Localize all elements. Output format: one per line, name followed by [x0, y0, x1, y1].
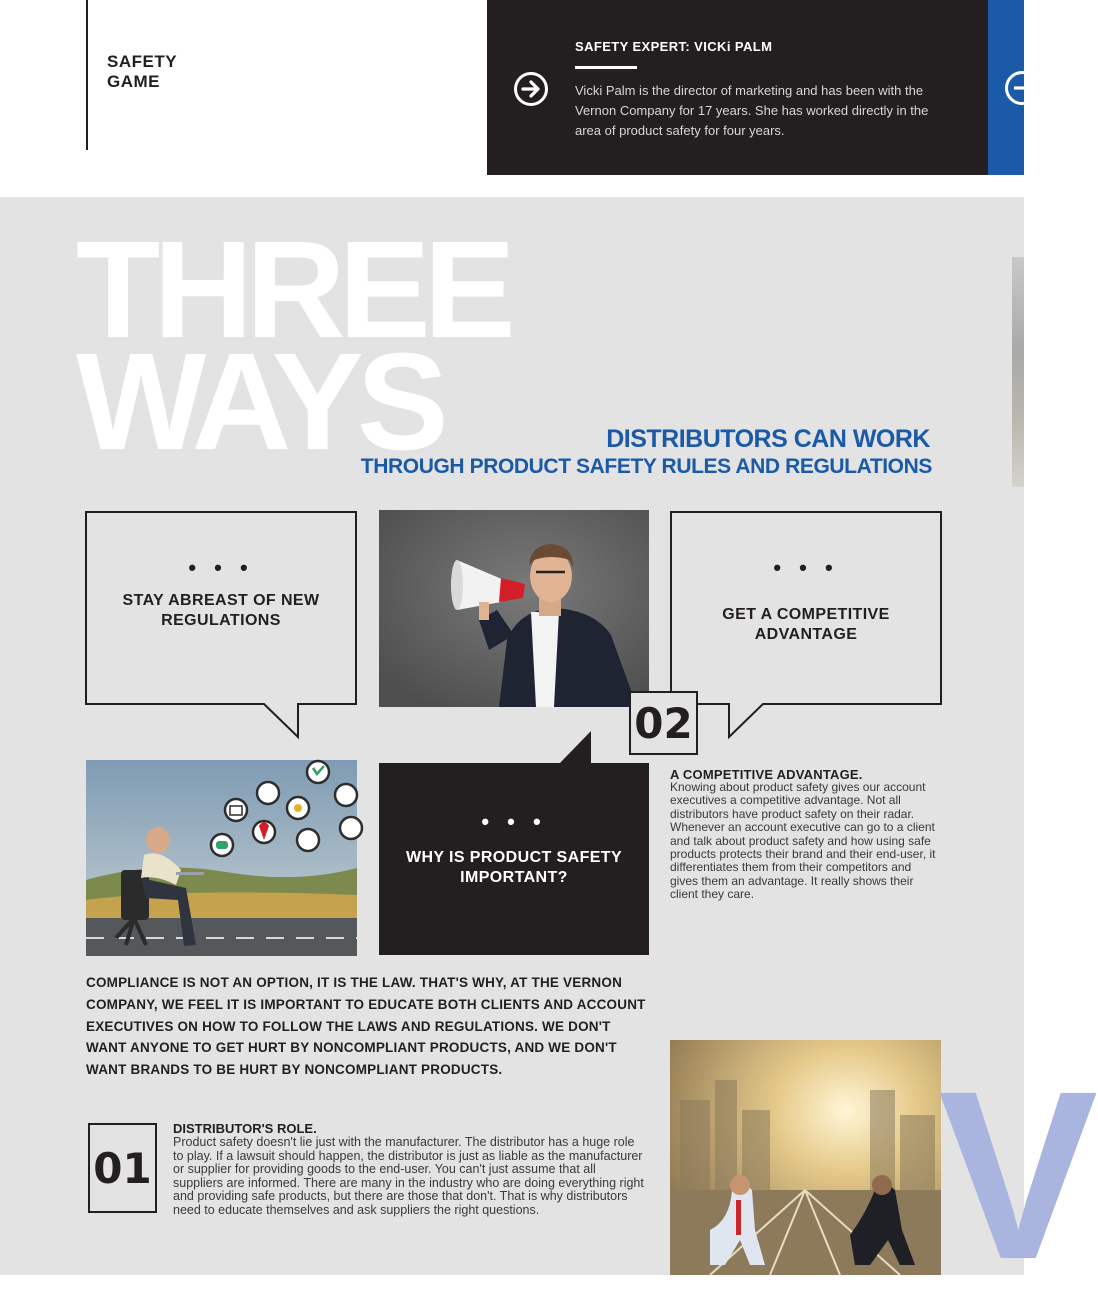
- expert-title: SAFETY EXPERT: VICKi PALM: [575, 39, 773, 54]
- headline-three: THREE: [76, 213, 509, 367]
- photo-race-start: [670, 1040, 941, 1275]
- circle-arrow-right-icon[interactable]: [1004, 70, 1040, 106]
- ellipsis-dots: • • •: [773, 555, 839, 580]
- blue-side-panel: [988, 0, 1024, 175]
- edge-photo: [1012, 257, 1024, 487]
- headline-subtitle-1: DISTRIBUTORS CAN WORK: [606, 425, 930, 453]
- ellipsis-dots: • • •: [481, 809, 547, 834]
- expert-panel: [487, 0, 988, 175]
- bubble-label: STAY ABREAST OF NEW REGULATIONS: [122, 592, 320, 629]
- bubble-label: GET A COMPETITIVE ADVANTAGE: [722, 606, 890, 643]
- role-heading: DISTRIBUTOR'S ROLE.: [173, 1121, 317, 1136]
- photo-woman-laptop: [86, 760, 357, 956]
- expert-underline: [575, 66, 637, 69]
- main-content: [0, 197, 1098, 1309]
- bubble-competitive-advantage: [670, 511, 942, 741]
- headline-subtitle-2: THROUGH PRODUCT SAFETY RULES AND REGULATIONS: [360, 455, 932, 478]
- advantage-body: Knowing about product safety gives our account executives a competitive advantage. Not all distributors have product safety on their radar. Whenever an account executive can go to a client and talk about product safety and how using safe products protects their brand and their end-user, it differentiates them from their competitors and gives them an advantage. It really shows their client they care.: [670, 780, 936, 902]
- advantage-heading: A COMPETITIVE ADVANTAGE.: [670, 767, 863, 782]
- header-rule: [86, 0, 88, 150]
- number-badge-02: 02: [629, 691, 698, 755]
- section-label: SAFETY GAME: [107, 52, 177, 91]
- circle-arrow-right-icon[interactable]: [513, 71, 549, 107]
- photo-megaphone-man: [379, 510, 649, 707]
- speech-bubble-tail: [558, 731, 598, 765]
- bubble-why-product-safety: [379, 763, 649, 955]
- compliance-statement: COMPLIANCE IS NOT AN OPTION, IT IS THE LAW. THAT'S WHY, AT THE VERNON COMPANY, WE FEEL IT IS IMPORTANT TO EDUCATE BOTH CLIENTS AND ACCOUNT EXECUTIVES ON HOW TO FOLLOW THE LAWS AND REGULATIONS. WE DON'T WANT ANYONE TO GET HURT BY NONCOMPLIANT PRODUCTS, AND WE DON'T WANT BRANDS TO BE HURT BY NONCOMPLIANT PRODUCTS.: [86, 975, 646, 1078]
- watermark-letter: V: [938, 1041, 1098, 1309]
- role-body: Product safety doesn't lie just with the manufacturer. The distributor has a huge role to play. If a lawsuit should happen, the distributor is just as liable as the manufacturer or supplier for providing goods to the end-user. You can't just assume that all suppliers are informed. There are many in the industry who are doing everything right and providing safe products, but there are those that don't. That is why distributors need to educate themselves and ask suppliers the right questions.: [173, 1135, 644, 1217]
- bubble-label: WHY IS PRODUCT SAFETY IMPORTANT?: [405, 849, 623, 886]
- ellipsis-dots: • • •: [188, 555, 254, 580]
- number-badge-01: 01: [88, 1123, 157, 1213]
- expert-bio: Vicki Palm is the director of marketing and has been with the Vernon Company for 17 years. She has worked directly in the area of product safety for four years.: [575, 83, 929, 138]
- bubble-stay-abreast: [85, 511, 357, 741]
- headline-ways: WAYS: [76, 325, 442, 479]
